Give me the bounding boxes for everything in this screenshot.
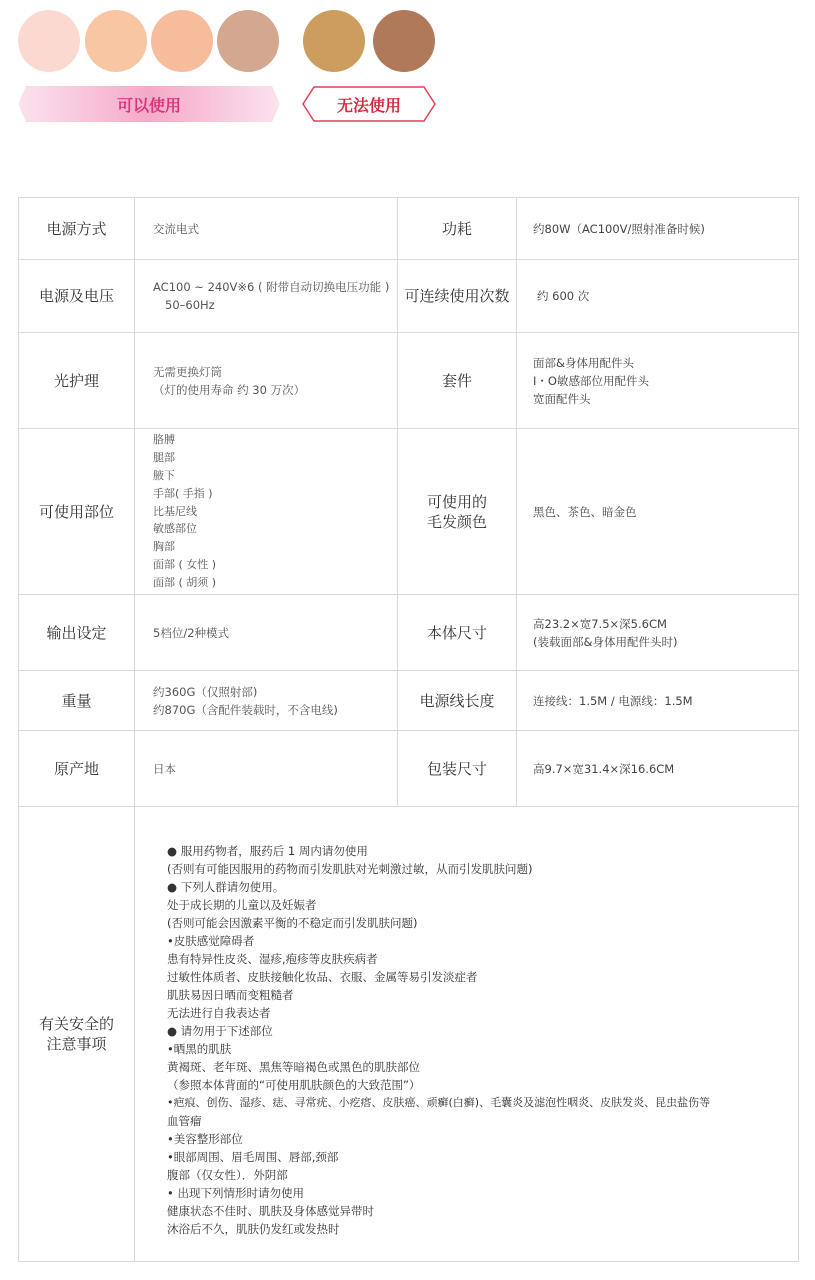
table-row — [19, 260, 799, 333]
spec-value: 面部&身体用配件头 I・O敏感部位用配件头 宽面配件头 — [517, 333, 799, 429]
usable-banner — [18, 86, 280, 122]
spec-label: 包装尺寸 — [398, 731, 517, 807]
spec-label: 可连续使用次数 — [398, 260, 517, 333]
spec-value: 高9.7×宽31.4×深16.6CM — [517, 731, 799, 807]
spec-label: 光护理 — [19, 333, 135, 429]
skin-swatch-4 — [217, 10, 279, 72]
skin-tone-chart — [0, 0, 815, 140]
spec-value: 约360G（仅照射部) 约870G（含配件装载时，不含电线) — [135, 671, 398, 731]
skin-swatch-6 — [373, 10, 435, 72]
spec-value: 高23.2×宽7.5×深5.6CM (装载面部&身体用配件头时) — [517, 595, 799, 671]
spec-label: 电源线长度 — [398, 671, 517, 731]
spec-value: AC100 ~ 240V※6 ( 附带自动切换电压功能 ) 50–60Hz — [135, 260, 398, 333]
spec-label: 原产地 — [19, 731, 135, 807]
spec-value: 胳膊 腿部 腋下 手部( 手指 ) 比基尼线 敏感部位 胸部 面部 ( 女性 ) 面部 ( 胡须 ) — [135, 429, 398, 595]
skin-swatch-3 — [151, 10, 213, 72]
spec-value: 约80W（AC100V/照射准备时候) — [517, 198, 799, 260]
table-row — [19, 429, 799, 595]
spec-label: 重量 — [19, 671, 135, 731]
safety-notes: ● 服用药物者，服药后 1 周内请勿使用 (否则有可能因服用的药物而引发肌肤对光刺激过敏，从而引发肌肤问题) ● 下列人群请勿使用。 处于成长期的儿童以及妊娠者 (否则可能会因激素平衡的不稳定而引发肌肤问题) •皮肤感觉障碍者 患有特异性皮炎、湿疹,疱疹等皮肤疾病者 过敏性体质者、皮肤接触化妆品、衣服、金属等易引发淡症者 肌肤易因日晒而变粗糙者 无法进行自我表达者 ● 请勿用于下述部位 •晒黑的肌肤 黄褐斑、老年斑、黑焦等暗褐色或黑色的肌肤部位 （参照本体背面的“可使用肌肤颜色的大致范围”） •疤痕、创伤、湿疹、痣、寻常疣、小疙瘩、皮肤癌、顽癣(白癣)、毛囊炎及滤泡性咽炎、皮肤发炎、昆虫盐伤等 血管瘤 •美容整形部位 •眼部周围、眉毛周围、唇部,颈部 腹部（仅女性）．外阴部 • 出现下列情形时请勿使用 健康状态不佳时、肌肤及身体感觉异带时 沐浴后不久，肌肤仍发红或发热时 — [135, 807, 799, 1262]
table-row — [19, 731, 799, 807]
table-row — [19, 595, 799, 671]
spec-label: 可使用部位 — [19, 429, 135, 595]
skin-swatch-2 — [85, 10, 147, 72]
spec-label: 输出设定 — [19, 595, 135, 671]
spec-label: 可使用的 毛发颜色 — [398, 429, 517, 595]
spec-value: 交流电式 — [135, 198, 398, 260]
spec-value: 日本 — [135, 731, 398, 807]
unusable-banner — [302, 86, 436, 122]
skin-swatch-5 — [303, 10, 365, 72]
skin-swatch-1 — [18, 10, 80, 72]
spec-value: 约 600 次 — [517, 260, 799, 333]
spec-table — [18, 197, 799, 1262]
spec-label: 套件 — [398, 333, 517, 429]
table-row — [19, 807, 799, 1262]
spec-label: 功耗 — [398, 198, 517, 260]
spec-value: 5档位/2种模式 — [135, 595, 398, 671]
spec-label: 本体尺寸 — [398, 595, 517, 671]
spec-value: 连接线：1.5M / 电源线：1.5M — [517, 671, 799, 731]
usable-label: 可以使用 — [116, 95, 181, 115]
unusable-label: 无法使用 — [336, 95, 401, 115]
spec-label: 电源方式 — [19, 198, 135, 260]
table-row — [19, 333, 799, 429]
table-row — [19, 198, 799, 260]
spec-value: 黑色、茶色、暗金色 — [517, 429, 799, 595]
spec-label: 电源及电压 — [19, 260, 135, 333]
spec-label: 有关安全的 注意事项 — [19, 807, 135, 1262]
spec-value: 无需更换灯筒 （灯的使用寿命 约 30 万次） — [135, 333, 398, 429]
table-row — [19, 671, 799, 731]
